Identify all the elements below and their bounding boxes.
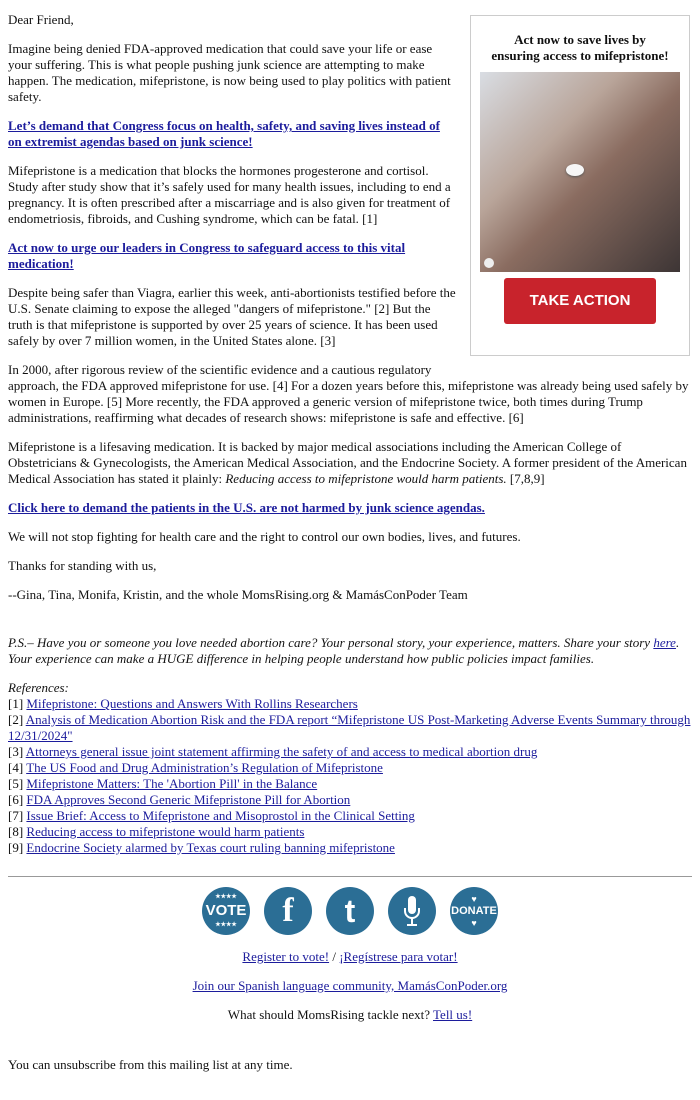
paragraph-senate: Despite being safer than Viagra, earlier this week, anti-abortionists testified before the U.S. Senate claiming to expose the alleged "dangers of mifepristone." [2] But the truth is that mifepristone is supported by over 25 years of science. It has been used safely by over 7 million women, in the United States alone. [3] <box>8 285 456 348</box>
reference-number: [3] <box>8 744 26 759</box>
text: . Your experience can make a HUGE difference in helping people understand how public policies impact families. <box>8 635 680 666</box>
urge-leaders-link[interactable]: Act now to urge our leaders in Congress to safeguard access to this vital medication! <box>8 240 406 271</box>
reference-link[interactable]: Reducing access to mifepristone would harm patients <box>26 824 305 839</box>
reference-number: [6] <box>8 792 27 807</box>
reference-number: [9] <box>8 840 27 855</box>
text: [7,8,9] <box>506 471 545 486</box>
reference-link[interactable]: Attorneys general issue joint statement affirming the safety of and access to medical abortion drug <box>25 744 538 759</box>
photo-logo-icon <box>484 258 494 268</box>
quote: Reducing access to mifepristone would harm patients. <box>225 471 507 486</box>
vote-label: VOTE <box>205 902 247 919</box>
register-link[interactable]: Register to vote! <box>242 949 330 964</box>
twitter-icon[interactable]: t <box>326 887 374 935</box>
tell-us-link[interactable]: Tell us! <box>433 1007 473 1022</box>
reference-item <box>8 840 692 856</box>
reference-number: [5] <box>8 776 27 791</box>
donate-icon[interactable] <box>450 887 498 935</box>
reference-item <box>8 808 692 824</box>
demand-congress-link[interactable]: Let’s demand that Congress focus on health, safety, and saving lives instead of on extremist agendas based on junk science! <box>8 118 440 149</box>
paragraph-fighting: We will not stop fighting for health care and the right to control our own bodies, lives, and futures. <box>8 529 521 544</box>
reference-number: [4] <box>8 760 27 775</box>
reference-item <box>8 760 692 776</box>
signoff: --Gina, Tina, Monifa, Kristin, and the whole MomsRising.org & MamásConPoder Team <box>8 587 468 602</box>
references-title: References: <box>8 680 69 695</box>
heart-icon: ♥ <box>471 894 477 904</box>
reference-number: [8] <box>8 824 27 839</box>
facebook-icon[interactable]: f <box>264 887 312 935</box>
sidebar-heading: Act now to save lives by ensuring access to mifepristone! <box>491 32 669 63</box>
stars: ★★★★ <box>215 922 237 928</box>
share-story-link[interactable]: here <box>653 635 676 650</box>
paragraph-intro: Imagine being denied FDA-approved medication that could save your life or ease your suffering. This is what people pushing junk science are attempting to make happen. The medication, mifepristone, is now being used to play politics with patient safety. <box>8 41 451 104</box>
reference-item <box>8 744 692 760</box>
pill-shape <box>566 164 584 176</box>
paragraph-mifepristone: Mifepristone is a medication that blocks the hormones progesterone and cortisol. Study after study show that it’s safely used for many health issues, including to end a pregnancy. It is often prescribed after a miscarriage and is also given for treatment of endometriosis, fibroids, and Cushing syndrome, which can be fatal. [1] <box>8 163 451 226</box>
text: P.S.– Have you or someone you love needed abortion care? Your personal story, your experience, matters. Share your story <box>8 635 654 650</box>
reference-item <box>8 776 692 792</box>
text: Mifepristone is a lifesaving medication. It is backed by major medical associations including the American College of Obstetricians & Gynecologists, the American Medical Association, and the Endocrine Society. A former president of the American Medical Association has stated it plainly: <box>8 439 687 486</box>
reference-link[interactable]: Analysis of Medication Abortion Risk and the FDA report “Mifepristone US Post-Marketing Adverse Events Summary through 12/31/2024" <box>8 712 691 743</box>
paragraph-lifesaving <box>8 439 692 487</box>
reference-item <box>8 824 692 840</box>
pill-in-hand-image <box>480 72 680 272</box>
reference-item <box>8 712 692 744</box>
reference-number: [1] <box>8 696 27 711</box>
stars: ★★★★ <box>215 894 237 900</box>
reference-link[interactable]: The US Food and Drug Administration’s Regulation of Mifepristone <box>26 760 383 775</box>
text: What should MomsRising tackle next? <box>227 1007 434 1022</box>
microphone-icon[interactable] <box>388 887 436 935</box>
take-action-button[interactable]: TAKE ACTION <box>504 278 656 324</box>
thanks: Thanks for standing with us, <box>8 558 157 573</box>
greeting: Dear Friend, <box>8 12 74 27</box>
divider <box>8 876 692 877</box>
reference-number: [7] <box>8 808 27 823</box>
click-here-link[interactable]: Click here to demand the patients in the U.S. are not harmed by junk science agendas. <box>8 500 485 515</box>
vote-icon[interactable] <box>202 887 250 935</box>
postscript <box>8 635 692 667</box>
separator: / <box>329 949 340 964</box>
unsubscribe-text: You can unsubscribe from this mailing list at any time. <box>8 1057 293 1072</box>
donate-label: DONATE <box>451 905 497 917</box>
registrese-link[interactable]: ¡Regístrese para votar! <box>339 949 458 964</box>
reference-link[interactable]: Mifepristone Matters: The 'Abortion Pill' in the Balance <box>26 776 318 791</box>
reference-link[interactable]: Mifepristone: Questions and Answers With Rollins Researchers <box>26 696 358 711</box>
reference-link[interactable]: Endocrine Society alarmed by Texas court ruling banning mifepristone <box>26 840 395 855</box>
paragraph-history: In 2000, after rigorous review of the scientific evidence and a cautious regulatory approach, the FDA approved mifepristone for use. [4] For a dozen years before this, mifepristone was already being used safely by women in Europe. [5] More recently, the FDA approved a generic version of mifepristone twice, both times during Trump administrations, reaffirming what decades of research shows: mifepristone is safe and effective. [6] <box>8 362 689 425</box>
tackle-line <box>8 1007 692 1023</box>
spanish-community-link[interactable]: Join our Spanish language community, MamásConPoder.org <box>192 978 508 993</box>
reference-link[interactable]: Issue Brief: Access to Mifepristone and Misoprostol in the Clinical Setting <box>26 808 415 823</box>
reference-item <box>8 696 692 712</box>
reference-link[interactable]: FDA Approves Second Generic Mifepristone Pill for Abortion <box>26 792 351 807</box>
reference-item <box>8 792 692 808</box>
action-sidebar <box>470 15 690 356</box>
reference-number: [2] <box>8 712 26 727</box>
register-line <box>8 949 692 965</box>
heart-icon: ♥ <box>471 918 477 928</box>
social-icons <box>8 887 692 935</box>
references <box>8 680 692 856</box>
